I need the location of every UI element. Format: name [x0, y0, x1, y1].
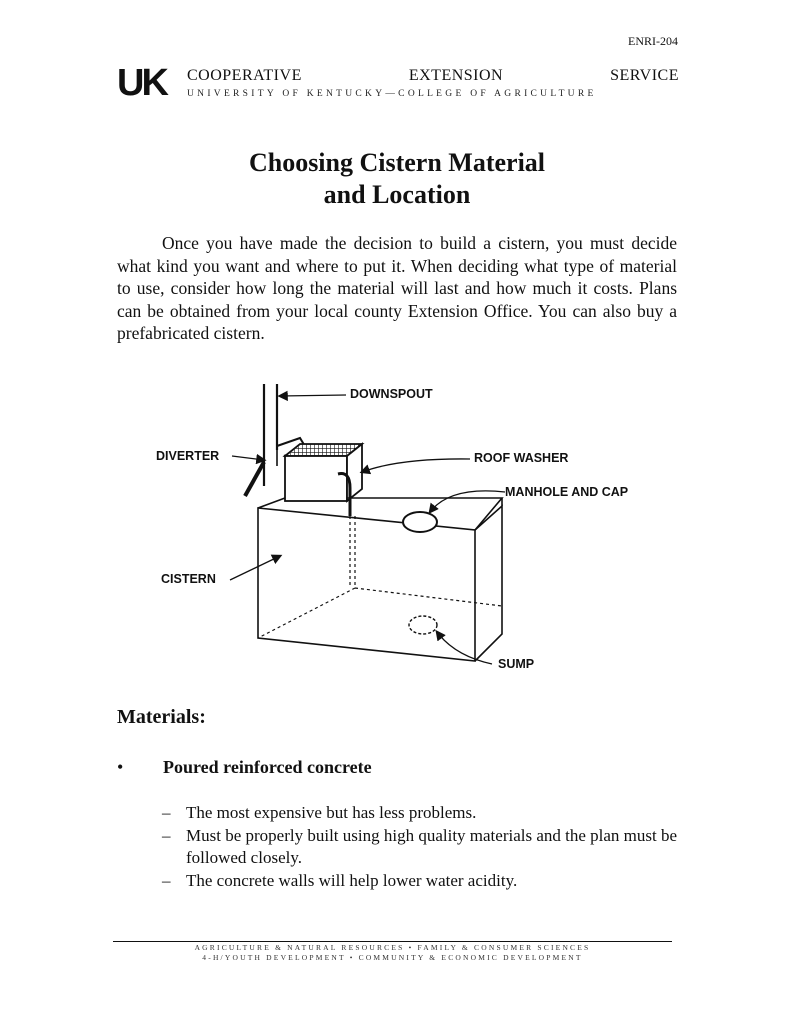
downspout-pipe	[264, 384, 277, 486]
material-subitems	[162, 802, 682, 892]
university-line: UNIVERSITY OF KENTUCKY—COLLEGE OF AGRICULTURE	[187, 89, 597, 99]
label-manhole-and-cap: MANHOLE AND CAP	[505, 485, 629, 499]
intro-paragraph: Once you have made the decision to build a cistern, you must decide what kind you want and where to put it. When deciding what type of material to use, consider how long the material will last and how much it costs. Plans can be obtained from your local county Extension Office. You can also buy a prefabricated cistern.	[117, 233, 677, 343]
footer-line-2: 4-H/YOUTH DEVELOPMENT • COMMUNITY & ECONOMIC DEVELOPMENT	[202, 953, 583, 962]
cistern-drawing	[150, 376, 650, 676]
service-name: COOPERATIVE EXTENSION SERVICE	[187, 67, 679, 84]
dash-marker: –	[162, 870, 171, 890]
label-roof-washer: ROOF WASHER	[474, 451, 569, 465]
footer-divider	[113, 941, 672, 942]
label-diverter: DIVERTER	[156, 449, 220, 463]
label-downspout: DOWNSPOUT	[350, 387, 433, 401]
dash-marker: –	[162, 803, 171, 822]
uk-logo: UK	[117, 62, 166, 104]
cistern-tank	[258, 498, 502, 661]
materials-heading: Materials:	[117, 706, 206, 728]
bullet-marker: •	[117, 757, 124, 777]
cistern-diagram	[150, 376, 650, 676]
masthead	[117, 64, 679, 106]
footer	[113, 943, 672, 963]
document-id: ENRI-204	[628, 34, 678, 48]
footer-line-1: AGRICULTURE & NATURAL RESOURCES • FAMILY & CONSUMER SCIENCES	[194, 943, 591, 952]
dash-marker: –	[162, 825, 171, 845]
label-cistern: CISTERN	[161, 572, 216, 586]
title-line-1: Choosing Cistern Material	[248, 148, 546, 177]
roof-washer-box	[285, 444, 362, 516]
list-item-text: The most expensive but has less problems.	[186, 803, 477, 822]
label-sump: SUMP	[498, 657, 535, 671]
material-title: Poured reinforced concrete	[163, 757, 372, 777]
title-line-2: and Location	[323, 180, 471, 209]
list-item-text: The concrete walls will help lower water acidity.	[186, 870, 518, 890]
list-item	[162, 870, 682, 893]
page-title	[117, 147, 677, 211]
list-item-text: Must be properly built using high quality materials and the plan must be followed closely.	[186, 825, 678, 867]
list-item	[162, 825, 682, 870]
list-item	[162, 802, 682, 825]
